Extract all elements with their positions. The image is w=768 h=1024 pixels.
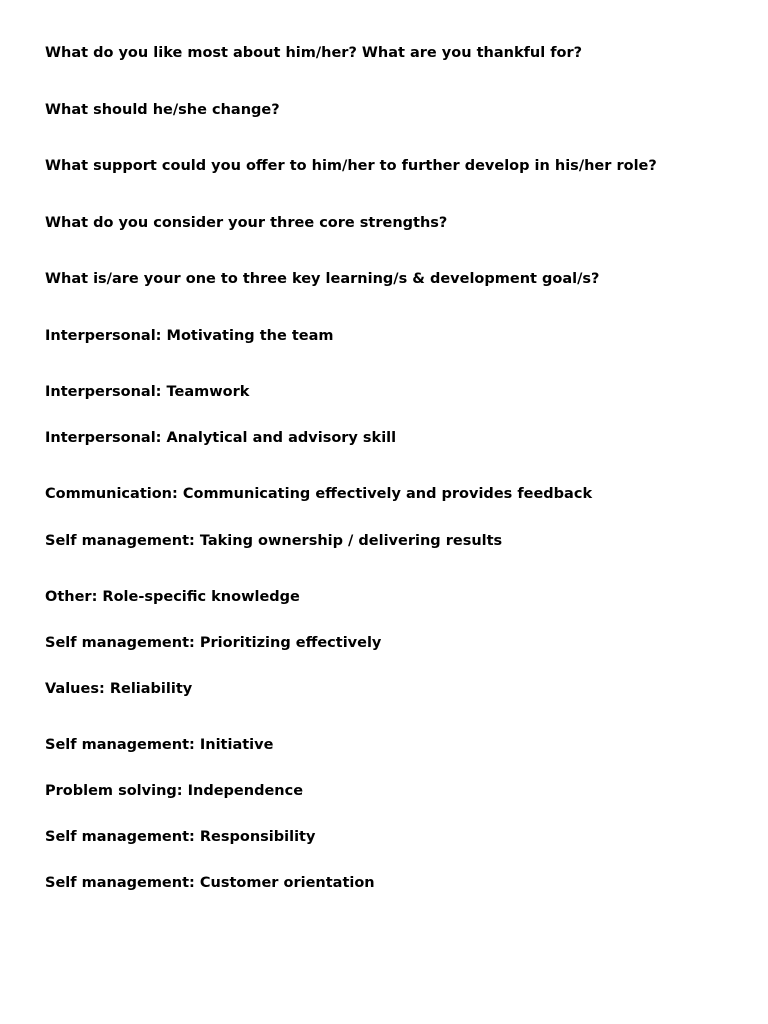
competency-item: Interpersonal: Motivating the team	[45, 328, 334, 344]
question-core-strengths: What do you consider your three core strengths?	[45, 215, 448, 231]
competency-item: Problem solving: Independence	[45, 783, 304, 799]
question-should-change: What should he/she change?	[45, 102, 280, 118]
competency-item: Self management: Customer orientation	[45, 875, 375, 891]
question-support-offer: What support could you offer to him/her to further develop in his/her role?	[45, 158, 657, 174]
question-development-goals: What is/are your one to three key learning/s & development goal/s?	[45, 271, 600, 287]
competency-item: Interpersonal: Teamwork	[45, 384, 250, 400]
competency-item: Self management: Taking ownership / delivering results	[45, 533, 503, 549]
competency-item: Interpersonal: Analytical and advisory skill	[45, 430, 397, 446]
competency-item: Other: Role-specific knowledge	[45, 589, 300, 605]
competency-item: Self management: Responsibility	[45, 829, 316, 845]
competency-item: Communication: Communicating effectively and provides feedback	[45, 486, 593, 502]
competency-item: Self management: Initiative	[45, 737, 274, 753]
competency-item: Values: Reliability	[45, 681, 193, 697]
competency-item: Self management: Prioritizing effectively	[45, 635, 382, 651]
question-like-most: What do you like most about him/her? What are you thankful for?	[45, 45, 583, 61]
